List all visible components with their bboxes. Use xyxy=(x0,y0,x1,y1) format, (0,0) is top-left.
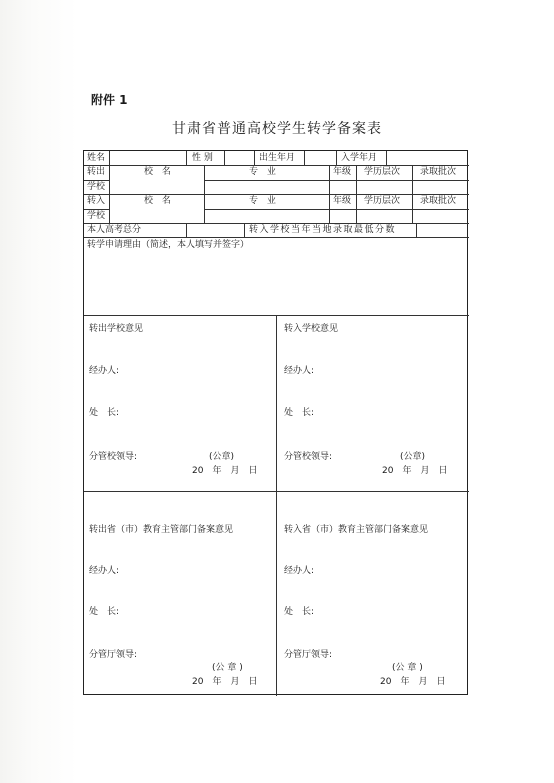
cell-divider xyxy=(416,223,417,237)
attachment-label: 附件 1 xyxy=(91,93,128,107)
transfer-in-label-school: 学校 xyxy=(87,211,106,221)
out-school-handler-label: 经办人: xyxy=(89,366,120,376)
row-divider xyxy=(204,209,469,210)
out-admission-batch-label: 录取批次 xyxy=(420,167,457,177)
form-title: 甘肃省普通高校学生转学备案表 xyxy=(172,121,382,137)
row-divider xyxy=(84,209,109,210)
out-dept-leader-label: 分管厅领导: xyxy=(89,650,138,660)
out-school-seal-label: (公章) xyxy=(209,452,235,462)
out-dept-date-label: 20 年 月 日 xyxy=(192,677,258,687)
in-dept-date-label: 20 年 月 日 xyxy=(380,677,446,687)
birth-date-label: 出生年月 xyxy=(259,153,296,163)
min-score-label: 转入学校当年当地录取最低分数 xyxy=(249,225,397,235)
cell-divider xyxy=(386,151,387,165)
out-dept-seal-label: (公 章 ) xyxy=(212,663,243,673)
out-major-label: 专 业 xyxy=(249,167,279,177)
row-divider xyxy=(204,180,469,181)
cell-divider xyxy=(356,165,357,223)
name-label: 姓名 xyxy=(87,153,106,163)
out-school-name-label: 校 名 xyxy=(144,167,174,177)
row-divider xyxy=(84,223,469,224)
cell-divider xyxy=(329,165,330,223)
enrollment-date-label: 入学年月 xyxy=(341,153,378,163)
cell-divider xyxy=(109,165,110,223)
gaokao-total-label: 本人高考总分 xyxy=(87,225,142,235)
in-school-director-label: 处 长: xyxy=(284,408,315,418)
column-divider xyxy=(276,315,277,696)
gender-label: 性 别 xyxy=(192,153,213,163)
in-dept-opinion-title: 转入省（市）教育主管部门备案意见 xyxy=(284,525,429,535)
in-education-level-label: 学历层次 xyxy=(364,196,401,206)
out-school-opinion-title: 转出学校意见 xyxy=(89,324,144,334)
transfer-reason-label: 转学申请理由（简述，本人填写并签字） xyxy=(87,240,250,250)
in-school-leader-label: 分管校领导: xyxy=(284,452,333,462)
cell-divider xyxy=(204,165,205,223)
out-dept-handler-label: 经办人: xyxy=(89,566,120,576)
in-dept-director-label: 处 长: xyxy=(284,607,315,617)
cell-divider xyxy=(224,151,225,165)
cell-divider xyxy=(186,223,187,237)
in-dept-handler-label: 经办人: xyxy=(284,566,315,576)
in-school-date-label: 20 年 月 日 xyxy=(382,466,448,476)
cell-divider xyxy=(186,151,187,165)
transfer-out-label: 转出 xyxy=(87,167,106,177)
in-grade-label: 年级 xyxy=(333,196,352,206)
cell-divider xyxy=(304,151,305,165)
in-major-label: 专 业 xyxy=(249,196,279,206)
out-dept-director-label: 处 长: xyxy=(89,607,120,617)
in-dept-leader-label: 分管厅领导: xyxy=(284,650,333,660)
out-grade-label: 年级 xyxy=(333,167,352,177)
cell-divider xyxy=(109,151,110,165)
row-divider xyxy=(84,180,109,181)
cell-divider xyxy=(412,165,413,223)
filing-form-table xyxy=(83,150,468,695)
out-school-date-label: 20 年 月 日 xyxy=(192,466,258,476)
in-admission-batch-label: 录取批次 xyxy=(420,196,457,206)
transfer-in-label: 转入 xyxy=(87,196,106,206)
in-school-name-label: 校 名 xyxy=(144,196,174,206)
cell-divider xyxy=(244,223,245,237)
in-school-handler-label: 经办人: xyxy=(284,366,315,376)
out-education-level-label: 学历层次 xyxy=(364,167,401,177)
in-school-opinion-title: 转入学校意见 xyxy=(284,324,339,334)
in-dept-seal-label: (公 章 ) xyxy=(392,663,423,673)
row-divider xyxy=(84,237,469,238)
out-school-director-label: 处 长: xyxy=(89,408,120,418)
out-school-leader-label: 分管校领导: xyxy=(89,452,138,462)
cell-divider xyxy=(254,151,255,165)
transfer-out-label-school: 学校 xyxy=(87,182,106,192)
out-dept-opinion-title: 转出省（市）教育主管部门备案意见 xyxy=(89,525,234,535)
in-school-seal-label: (公章) xyxy=(400,452,426,462)
cell-divider xyxy=(336,151,337,165)
